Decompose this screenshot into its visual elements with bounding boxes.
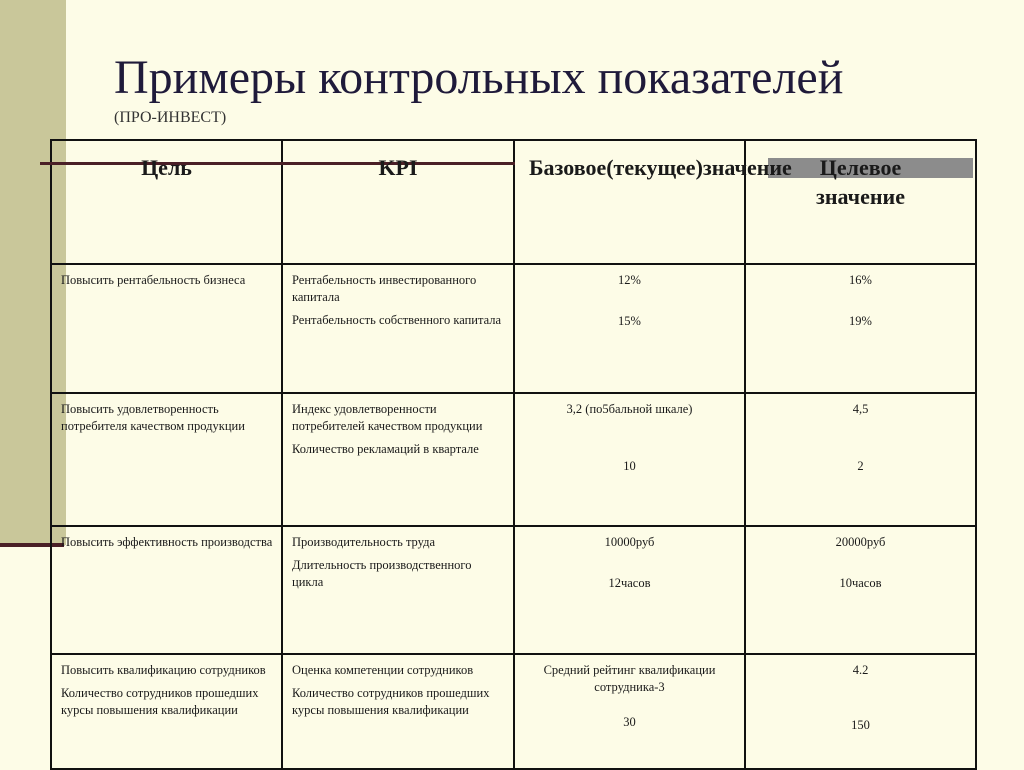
header-base-value: Базовое(текущее)значение: [514, 140, 745, 264]
slide-title: Примеры контрольных показателей: [114, 51, 844, 104]
cell-goal: Повысить квалификацию сотрудников Количество сотрудников прошедших курсы повышения квалификации: [51, 654, 282, 769]
slide-subtitle: (ПРО-ИНВЕСТ): [114, 109, 227, 126]
cell-target-value: 4.2 150: [745, 654, 976, 769]
cell-base-value: 12% 15%: [514, 264, 745, 393]
cell-goal: Повысить эффективность производства: [51, 526, 282, 654]
cell-target-value: 20000руб 10часов: [745, 526, 976, 654]
cell-kpi: Индекс удовлетворенности потребителей качеством продукции Количество рекламаций в квартале: [282, 393, 514, 526]
cell-base-value: Средний рейтинг квалификации сотрудника-3 30: [514, 654, 745, 769]
cell-kpi: Оценка компетенции сотрудников Количество сотрудников прошедших курсы повышения квалификации: [282, 654, 514, 769]
cell-goal: Повысить рентабельность бизнеса: [51, 264, 282, 393]
cell-target-value: 16% 19%: [745, 264, 976, 393]
header-goal: Цель: [51, 140, 282, 264]
kpi-table: [50, 139, 977, 770]
header-kpi: KPI: [282, 140, 514, 264]
accent-line-top: [40, 162, 515, 165]
table-header-row: [51, 140, 976, 264]
cell-target-value: 4,5 2: [745, 393, 976, 526]
cell-base-value: 10000руб 12часов: [514, 526, 745, 654]
table-row: [51, 654, 976, 769]
header-target-value: Целевое значение: [745, 140, 976, 264]
table-row: [51, 526, 976, 654]
cell-base-value: 3,2 (по5бальной шкале) 10: [514, 393, 745, 526]
cell-kpi: Рентабельность инвестированного капитала Рентабельность собственного капитала: [282, 264, 514, 393]
table-row: [51, 393, 976, 526]
cell-kpi: Производительность труда Длительность производственного цикла: [282, 526, 514, 654]
table-row: [51, 264, 976, 393]
cell-goal: Повысить удовлетворенность потребителя качеством продукции: [51, 393, 282, 526]
